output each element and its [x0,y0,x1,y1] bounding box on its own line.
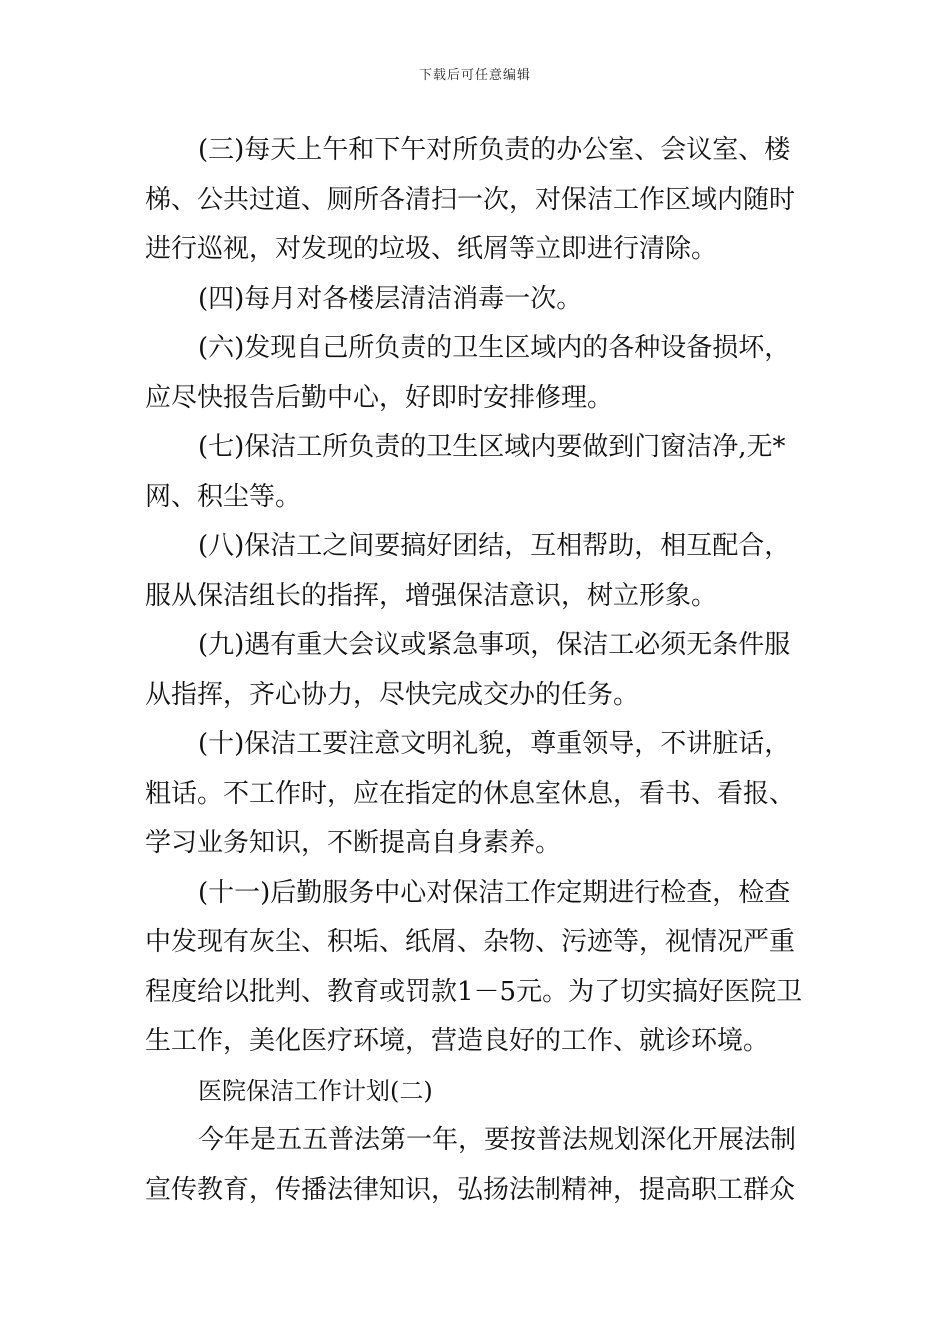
closing-paragraph: 今年是五五普法第一年，要按普法规划深化开展法制宣传教育，传播法律知识，弘扬法制精神，提高职工群众 [145,1125,797,1205]
paragraph-4: (四)每月对各楼层清洁消毒一次。 [198,283,583,314]
paragraph-6: (六)发现自己所负责的卫生区域内的各种设备损坏，应尽快报告后勤中心，好即时安排修理。 [145,333,791,413]
paragraph-11: (十一)后勤服务中心对保洁工作定期进行检查，检查中发现有灰尘、积垢、纸屑、杂物、污迹等，视情况严重程度给以批判、教育或罚款1－5元。为了切实搞好医院卫生工作，美化医疗环境，营造良好的工作、就诊环境。 [145,877,803,1056]
document-body [145,126,815,1215]
paragraph-7: (七)保洁工所负责的卫生区域内要做到门窗洁净,无*网、积尘等。 [145,432,786,512]
paragraph-3: (三)每天上午和下午对所负责的办公室、会议室、楼梯、公共过道、厕所各清扫一次，对保洁工作区域内随时进行巡视，对发现的垃圾、纸屑等立即进行清除。 [145,135,796,264]
page-header: 下载后可任意编辑 [418,68,531,83]
paragraph-8: (八)保洁工之间要搞好团结，互相帮助，相互配合，服从保洁组长的指挥，增强保洁意识，树立形象。 [145,531,791,611]
paragraph-9: (九)遇有重大会议或紧急事项，保洁工必须无条件服从指挥，齐心协力，尽快完成交办的任务。 [145,630,791,710]
paragraph-10: (十)保洁工要注意文明礼貌，尊重领导，不讲脏话，粗话。不工作时，应在指定的休息室休息，看书、看报、学习业务知识，不断提高自身素养。 [145,729,796,858]
section-heading: 医院保洁工作计划(二) [198,1076,433,1105]
